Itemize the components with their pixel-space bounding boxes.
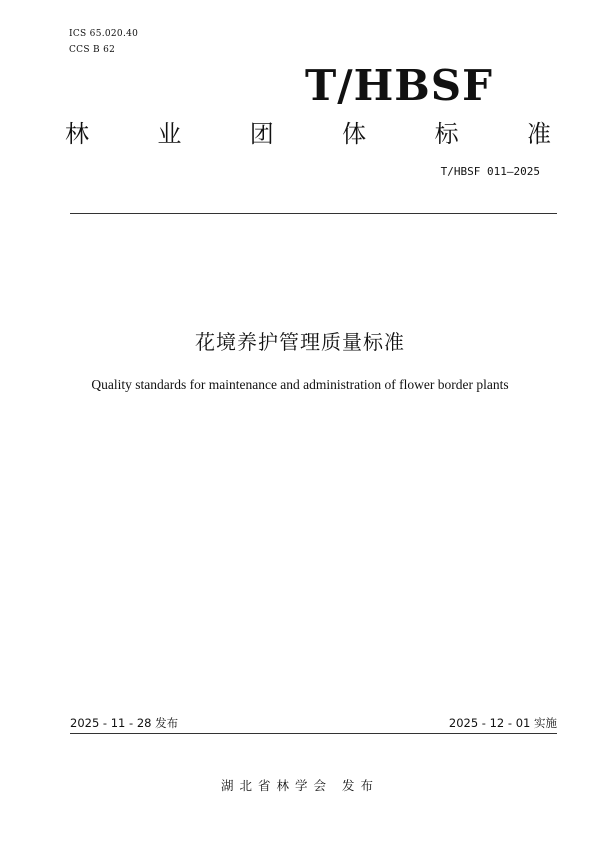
publisher: 湖北省林学会 发布 bbox=[221, 778, 379, 793]
document-type-heading bbox=[65, 114, 551, 149]
doc-type-char: 业 bbox=[157, 120, 182, 148]
chinese-title: 花境养护管理质量标准 bbox=[195, 330, 405, 354]
top-divider bbox=[70, 213, 557, 214]
doc-type-char: 标 bbox=[434, 120, 459, 148]
doc-type-char: 团 bbox=[249, 120, 274, 148]
english-title: Quality standards for maintenance and administration of flower border plants bbox=[91, 377, 509, 392]
standard-number: T/HBSF 011—2025 bbox=[440, 165, 540, 178]
doc-type-char: 体 bbox=[342, 120, 367, 148]
bottom-divider bbox=[70, 733, 557, 734]
implement-date: 2025 - 12 - 01 实施 bbox=[448, 716, 557, 730]
doc-type-char: 准 bbox=[526, 120, 551, 148]
standard-brand-logo: T/HBSF bbox=[305, 61, 493, 110]
publish-date: 2025 - 11 - 28 发布 bbox=[70, 716, 179, 730]
ccs-code: CCS B 62 bbox=[69, 45, 116, 55]
ics-code: ICS 65.020.40 bbox=[69, 29, 139, 39]
doc-type-char: 林 bbox=[65, 120, 89, 148]
